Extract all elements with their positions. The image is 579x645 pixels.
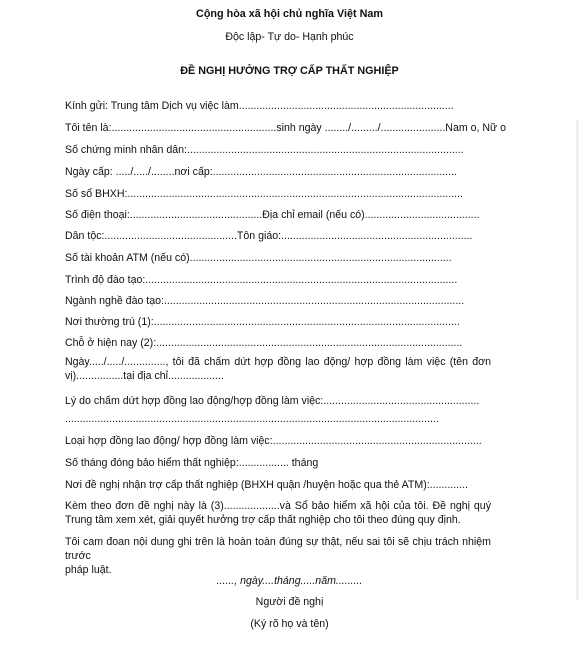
- contract-type-line: Loại hợp đồng lao động/ hợp đồng làm việc:.......................................................................: [65, 435, 482, 447]
- recipient-line: Kính gửi: Trung tâm Dịch vụ việc làm.........................................................................: [65, 100, 454, 112]
- ethnicity-religion-line: Dân tộc:.............................................Tôn giáo:.................................................................: [65, 230, 473, 242]
- termination-line-1: Ngày...../...../.............., tôi đã chấm dứt hợp đồng lao động/ hợp đồng làm việc (tên đơn: [65, 356, 491, 368]
- commitment-line-2: pháp luật.: [65, 564, 112, 576]
- termination-reason-continued: ...............................................................................................................................: [65, 413, 439, 425]
- receive-place-line: Nơi đề nghị nhận trợ cấp thất nghiệp (BHXH quận /huyện hoặc qua thẻ ATM):.............: [65, 479, 468, 491]
- termination-line-2: vị)................tại địa chỉ...................: [65, 370, 224, 382]
- commitment-paragraph: [65, 535, 491, 577]
- training-field-line: Ngành nghề đào tạo:......................................................................................................: [65, 295, 465, 307]
- commitment-line-1: Tôi cam đoan nội dung ghi trên là hoàn toàn đúng sự thật, nếu sai tôi sẽ chịu trách nhiệm trước: [65, 536, 491, 562]
- social-insurance-line: Số sổ BHXH:..................................................................................................................: [65, 188, 463, 200]
- education-line: Trình độ đào tạo:..........................................................................................................: [65, 274, 458, 286]
- issue-date-line: Ngày cấp: ...../...../........nơi cấp:...................................................................................: [65, 166, 457, 178]
- attachment-line-2: Trung tâm xem xét, giải quyết hưởng trợ cấp thất nghiệp cho tôi theo đúng quy định.: [65, 514, 461, 526]
- national-motto: Độc lập- Tự do- Hạnh phúc: [225, 31, 354, 43]
- requester-label: Người đề nghị: [255, 596, 324, 608]
- attachment-paragraph: [65, 499, 491, 527]
- signature-note: (Ký rõ họ và tên): [250, 618, 329, 630]
- atm-account-line: Số tài khoản ATM (nếu có).........................................................................................: [65, 252, 452, 264]
- form-title: ĐỀ NGHỊ HƯỞNG TRỢ CẤP THẤT NGHIỆP: [180, 65, 399, 77]
- signature-date-line: ......, ngày....tháng.....năm.........: [216, 575, 363, 587]
- phone-email-line: Số điện thoại:.............................................Địa chỉ email (nếu có).......................................: [65, 209, 480, 221]
- attachment-line-1: Kèm theo đơn đề nghị này là (3)...................và Sổ bảo hiểm xã hội của tôi. Đề nghị quý: [65, 500, 491, 512]
- name-line: Tôi tên là:........................................................sinh ngày ......../........./......................Nam o, Nữ o: [65, 122, 506, 134]
- id-number-line: Số chứng minh nhân dân:..............................................................................................: [65, 144, 464, 156]
- permanent-residence-line: Nơi thường trú (1):........................................................................................................: [65, 316, 460, 328]
- termination-paragraph: [65, 355, 491, 383]
- termination-reason-line: Lý do chấm dứt hợp đồng lao động/hợp đồng làm việc:.....................................................: [65, 395, 480, 407]
- insurance-months-line: Số tháng đóng bảo hiểm thất nghiệp:................. tháng: [65, 457, 319, 469]
- country-name: Cộng hòa xã hội chủ nghĩa Việt Nam: [196, 8, 383, 20]
- current-residence-line: Chỗ ở hiện nay (2):........................................................................................................: [65, 337, 463, 349]
